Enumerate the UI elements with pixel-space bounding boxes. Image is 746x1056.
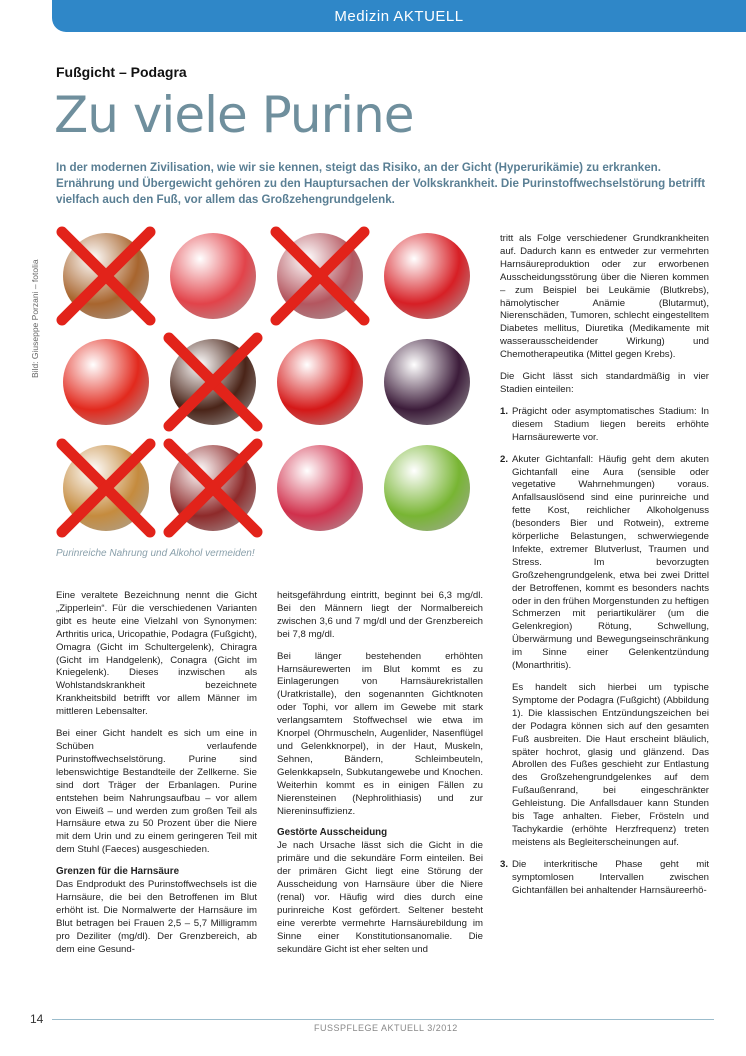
cross-icon bbox=[56, 438, 156, 538]
journal-footer: FUSSPFLEGE AKTUELL 3/2012 bbox=[314, 1023, 458, 1033]
paragraph: Bei länger bestehenden erhöhten Harnsäurewerten im Blut kommt es zu Einlagerungen von Harnsäurekristallen (Uratkristalle), den sogenannten Gichtknoten oder Tophi, vor allem im Gewebe mit stark verlangsamtem Stoffwechsel wie etwa im Knorpel (Ohrmuscheln, Augenlider, Nasenflügel und Gelenkknorpel), in der Haut, Muskeln, Sehnen, Bändern, Schleimbeuteln, Gelenkkapseln, Subkutangewebe und Knochen. Weiterhin kommt es in einigen Fällen zu Nierensteinen (Nephrolithiasis) und zur Niereninsuffizienz. bbox=[277, 650, 483, 817]
paragraph: Je nach Ursache lässt sich die Gicht in die primäre und die sekundäre Form einteilen. Bei der primären Gicht liegt eine Störung der Ausscheidung von Harnsäure über die Niere (renal) vor. Häufig wird dies durch eine purinreiche Kost gefördert. Seltener besteht eine vererbte vermehrte Harnsäurebildung im Sinne einer Konstitutionsanomalie. Die sekundäre Gicht ist eher selten und bbox=[277, 840, 483, 955]
food-photo bbox=[163, 438, 263, 538]
food-photo bbox=[163, 332, 263, 432]
cross-icon bbox=[163, 332, 263, 432]
text-column-1 bbox=[56, 590, 257, 965]
food-photo bbox=[56, 438, 156, 538]
stage-item: 1. Prägicht oder asymptomatisches Stadium: In diesem Stadium liegen bereits erhöhte Harnsäurewerte vor. bbox=[500, 405, 709, 443]
article-title: Zu viele Purine bbox=[54, 86, 414, 144]
pepper-icon bbox=[277, 339, 363, 425]
paragraph: heitsgefährdung eintritt, beginnt bei 6,3 mg/dl. Bei den Männern liegt der Normalbereich zwischen 3,6 und 7 mg/dl und der Grenzbereich bei 7,8 mg/dl. bbox=[277, 590, 483, 640]
food-photo bbox=[56, 226, 156, 326]
food-photo bbox=[377, 226, 477, 326]
paragraph: tritt als Folge verschiedener Grundkrankheiten auf. Dadurch kann es entweder zur vermehrten Harnsäureproduktion oder zur erworbenen Ausscheidungsstörung über die Nieren kommen – zum Beispiel bei Leukämie (Blutkrebs), hämolytischer Anämie (Blutarmut), Nierenschäden, Tumoren, schlecht eingestelltem Diabetes mellitus, Diuretika (Medikamente mit wasserausscheidender Wirkung) und Chemotherapeutika (Mittel gegen Krebs). bbox=[500, 233, 709, 361]
cross-icon bbox=[56, 226, 156, 326]
image-caption: Purinreiche Nahrung und Alkohol vermeiden! bbox=[56, 548, 255, 559]
paragraph: Es handelt sich hierbei um typische Symptome der Podagra (Fußgicht) (Abbildung 1). Die klassischen Entzündungszeichen bei der Podagra können sich auf den gesamten Fuß ausbreiten. Die Haut erscheint bläulich, später hochrot, glasig und glänzend. Das Abrollen des Fußes geschieht zur Entlastung des Großzehengrundgelenkes auf dem Fußaußenrand, bei eingeschränkter Gehleistung. Die Anfallsdauer kann Stunden bis Tage anhalten. Fieber, Frösteln und Tachykardie (erhöhte Herzfrequenz) treten meistens als Begleiterscheinungen auf. bbox=[512, 682, 709, 848]
subheading: Grenzen für die Harnsäure bbox=[56, 866, 180, 878]
paragraph: Bei einer Gicht handelt es sich um eine in Schüben verlaufende Purinstoffwechselstörung. Purine sind lebenswichtige Bestandteile der Zellkerne. Sie sind dort Träger der Erbanlagen. Purine entstehen beim Nahrungsaufbau – vor allem von Eiweiß – und werden zum großen Teil als Harnsäure etwa zu 50 Prozent über die Niere mit dem Urin und zu einem geringeren Teil mit dem Stuhl (Faeces) ausgeschieden. bbox=[56, 728, 257, 856]
image-credit: Bild: Giuseppe Porzani – fotolia bbox=[30, 259, 40, 378]
food-photo bbox=[270, 226, 370, 326]
kiwi-icon bbox=[384, 445, 470, 531]
food-photo bbox=[270, 332, 370, 432]
strawberry-icon bbox=[384, 233, 470, 319]
section-title: Medizin AKTUELL bbox=[334, 7, 464, 25]
subheading: Gestörte Ausscheidung bbox=[277, 827, 388, 839]
eggplant-icon bbox=[384, 339, 470, 425]
food-photo bbox=[377, 332, 477, 432]
text-column-3 bbox=[500, 233, 709, 907]
food-image-grid bbox=[56, 222, 486, 540]
paragraph: Eine veraltete Bezeichnung nennt die Gicht „Zipperlein“. Für die verschiedenen Varianten gibt es heute eine Vielzahl von Synonymen: Arthritis urica, Uricopathie, Podagra (Fußgicht), Omagra (Gicht im Schultergelenk), Chiragra (Gicht im Handgelenk), Conagra (Gicht im Kniegelenk). Dieses inzwischen als Wohlstandskrankheit bezeichnete Krankheitsbild betrifft vor allem Männer im mittleren Lebensalter. bbox=[56, 590, 257, 718]
paragraph: Die Gicht lässt sich standardmäßig in vier Stadien einteilen: bbox=[500, 371, 709, 395]
article-kicker: Fußgicht – Podagra bbox=[56, 64, 187, 80]
cross-icon bbox=[270, 226, 370, 326]
food-photo bbox=[163, 226, 263, 326]
footer-rule bbox=[52, 1019, 714, 1020]
food-photo bbox=[56, 332, 156, 432]
watermelon-icon bbox=[170, 233, 256, 319]
page-number: 14 bbox=[30, 1012, 44, 1026]
article-lead: In der modernen Zivilisation, wie wir sie kennen, steigt das Risiko, an der Gicht (Hyperurikämie) zu erkranken. Ernährung und Übergewicht gehören zu den Hauptursachen der Volkskrankheit. Die Purinstoffwechselstörung betrifft vielfach auch den Fuß, vor allem das Großzehengrundgelenk. bbox=[56, 161, 706, 206]
paragraph: Das Endprodukt des Purinstoffwechsels ist die Harnsäure, die bei den Betroffenen im Blut erhöht ist. Die Normalwerte der Harnsäure im Blut betragen bei Frauen 2,5 – 5,7 Milligramm pro Deziliter (mg/dl). Der Grenzbereich, ab dem eine Gesund- bbox=[56, 879, 257, 955]
section-banner bbox=[52, 0, 746, 32]
tomato-icon bbox=[63, 339, 149, 425]
radish-icon bbox=[277, 445, 363, 531]
text-column-2 bbox=[277, 590, 483, 965]
food-photo bbox=[377, 438, 477, 538]
stage-item: 2. Akuter Gichtanfall: Häufig geht dem akuten Gichtanfall eine Aura (sensible oder vegetative Wahrnehmungen) voraus. Anfallsauslösend sind eine purinreiche und fette Kost, reichlicher Alkoholgenuss (besonders Bier und Rotwein), extreme körperliche Belastungen, schwerwiegende Infekte, extremer Blutverlust, Traumen und Stress. Im bevorzugten Großzehengrundgelenk, etwa bei zwei Drittel der Betroffenen, kommt es besonders nachts oder in den frühen Morgenstunden zu heftigen Schmerzen mit periartikulärer (um die Gelenkregion) Rötung, Schwellung, Überwärmung und Bewegungseinschränkung im Sinne einer Gelenkentzündung (Monarthritis). bbox=[500, 453, 709, 672]
cross-icon bbox=[163, 438, 263, 538]
food-photo bbox=[270, 438, 370, 538]
stage-item: 3. Die interkritische Phase geht mit symptomlosen Intervallen zwischen Gichtanfällen bei anhaltender Harnsäureerhö- bbox=[500, 858, 709, 896]
